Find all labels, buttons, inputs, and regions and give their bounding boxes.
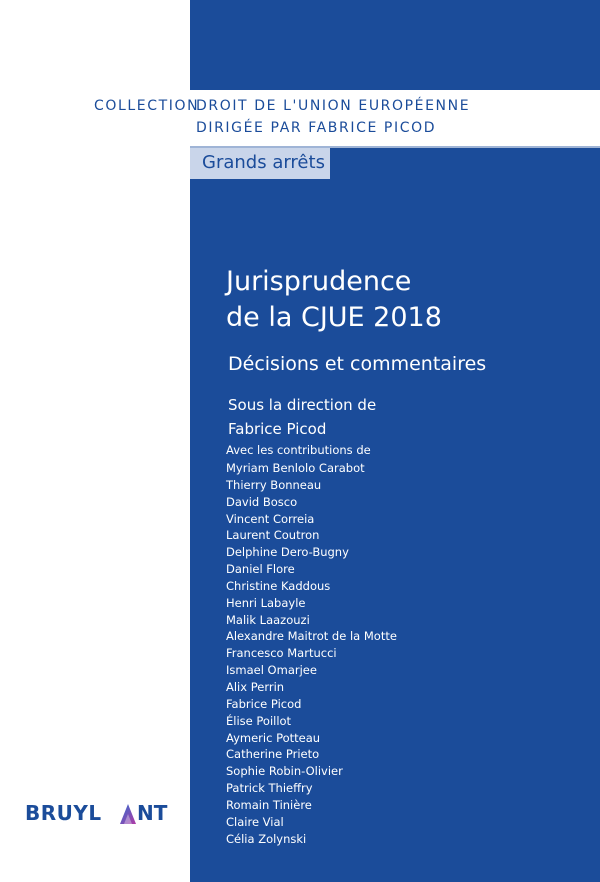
contributor-name: Catherine Prieto: [226, 747, 320, 762]
logo-text-end: NT: [137, 801, 168, 825]
contributor-name: David Bosco: [226, 494, 298, 509]
contributor-name: Célia Zolynski: [226, 831, 307, 846]
contributor-name: Henri Labayle: [226, 595, 306, 610]
contributor-name: Fabrice Picod: [226, 696, 302, 711]
collection-label: COLLECTION: [94, 98, 200, 114]
book-title-line-1: Jurisprudence: [226, 266, 412, 297]
book-subtitle: Décisions et commentaires: [228, 353, 487, 375]
contributor-name: Laurent Coutron: [226, 528, 320, 543]
contributor-name: Delphine Dero-Bugny: [226, 545, 349, 560]
book-title: [226, 264, 442, 336]
direction-block: [228, 393, 376, 441]
contributor-name: Élise Poillot: [226, 713, 292, 728]
contributor-name: Claire Vial: [226, 814, 284, 829]
book-title-line-2: de la CJUE 2018: [226, 302, 442, 333]
contributor-name: Romain Tinière: [226, 797, 312, 812]
logo-text-start: BRUYL: [25, 801, 102, 825]
collection-director: DIRIGÉE PAR FABRICE PICOD: [196, 120, 437, 136]
contributor-name: Christine Kaddous: [226, 578, 331, 593]
contributor-name: Alix Perrin: [226, 679, 285, 694]
contributor-name: Alexandre Maitrot de la Motte: [226, 629, 397, 644]
book-director: Fabrice Picod: [228, 420, 327, 438]
contributor-name: Sophie Robin-Olivier: [226, 764, 343, 779]
collection-name: DROIT DE L'UNION EUROPÉENNE: [196, 98, 471, 114]
contributor-name: Daniel Flore: [226, 562, 295, 577]
contributors-intro: Avec les contributions de: [226, 443, 371, 457]
contributor-name: Vincent Correia: [226, 511, 315, 526]
contributor-name: Thierry Bonneau: [226, 477, 322, 492]
contributor-name: Aymeric Potteau: [226, 730, 321, 745]
logo-triangle-icon: [118, 802, 138, 826]
contributors-list: [226, 460, 397, 847]
contributor-name: Ismael Omarjee: [226, 663, 317, 678]
direction-label: Sous la direction de: [228, 396, 377, 414]
contributor-name: Malik Laazouzi: [226, 612, 310, 627]
collection-tag-label: Grands arrêts: [202, 152, 325, 173]
collection-tag: [190, 148, 330, 179]
top-left-white-area: [0, 0, 190, 90]
series-info: [196, 95, 470, 139]
contributor-name: Francesco Martucci: [226, 646, 337, 661]
contributor-name: Myriam Benlolo Carabot: [226, 461, 365, 475]
contributor-name: Patrick Thieffry: [226, 781, 313, 796]
